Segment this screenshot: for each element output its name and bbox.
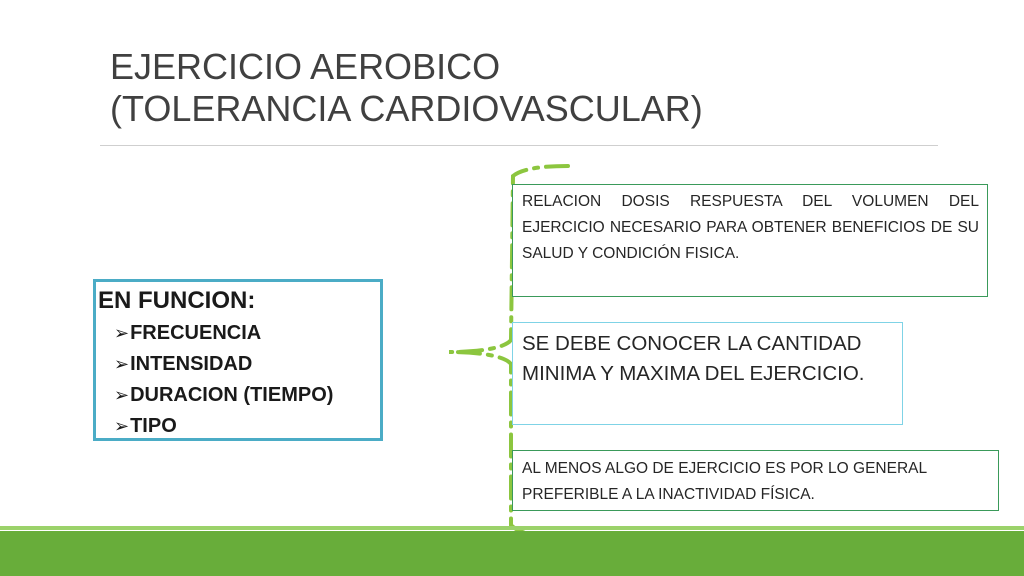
slide-title-line-1: EJERCICIO AEROBICO (110, 46, 501, 87)
list-item-label: DURACION (TIEMPO) (130, 384, 334, 406)
footer-accent-line (0, 526, 1024, 530)
list-item-label: TIPO (130, 415, 177, 437)
some-exercise-box: AL MENOS ALGO DE EJERCICIO ES POR LO GENERAL PREFERIBLE A LA INACTIVIDAD FÍSICA. (512, 450, 999, 511)
function-heading: EN FUNCION: (98, 287, 256, 314)
arrowhead-bullet-icon: ➢ (114, 354, 130, 374)
footer-bar (0, 531, 1024, 576)
slide-title-line-2: (TOLERANCIA CARDIOVASCULAR) (110, 88, 703, 129)
arrowhead-bullet-icon: ➢ (114, 323, 130, 343)
arrowhead-bullet-icon: ➢ (114, 385, 130, 405)
min-max-box: SE DEBE CONOCER LA CANTIDAD MINIMA Y MAXIMA DEL EJERCICIO. (512, 322, 903, 425)
list-item-label: INTENSIDAD (130, 353, 253, 375)
dose-response-box: RELACION DOSIS RESPUESTA DEL VOLUMEN DEL EJERCICIO NECESARIO PARA OBTENER BENEFICIOS DE SU SALUD Y CONDICIÓN FISICA. (512, 184, 988, 297)
list-item-label: FRECUENCIA (130, 322, 262, 344)
arrowhead-bullet-icon: ➢ (114, 416, 130, 436)
